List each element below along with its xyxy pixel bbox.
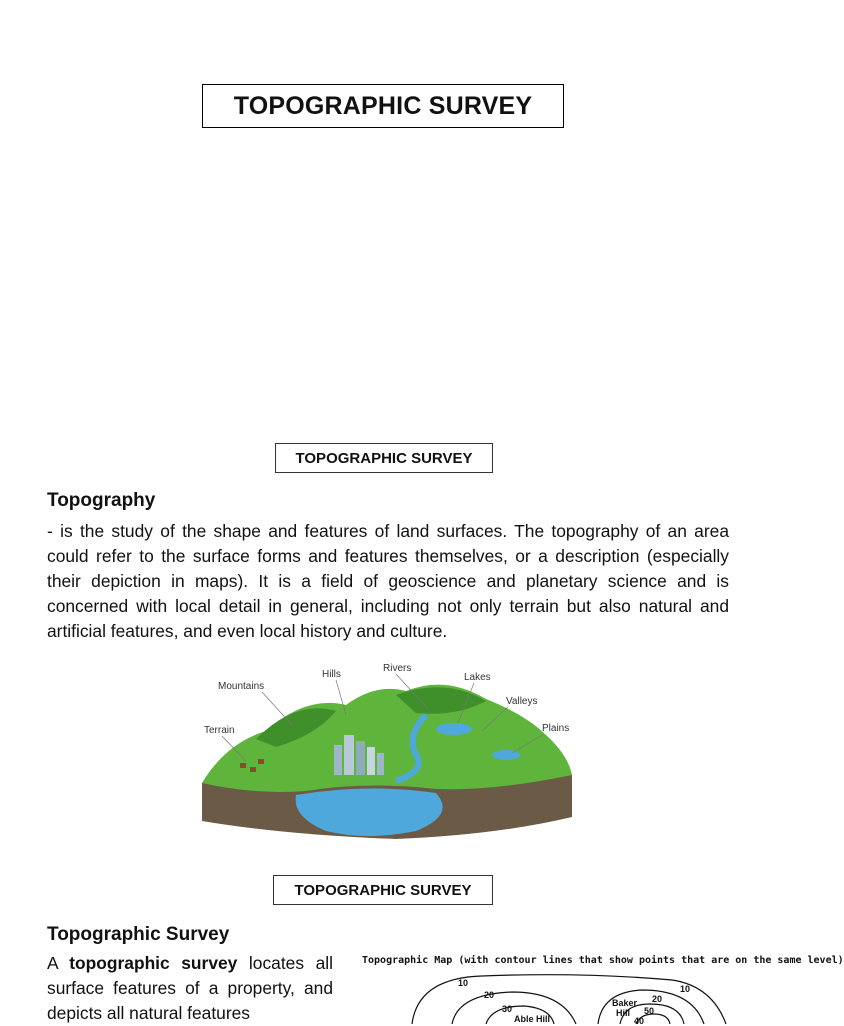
label-hills: Hills: [322, 669, 341, 680]
label-terrain: Terrain: [204, 725, 235, 736]
label-valleys: Valleys: [506, 696, 538, 707]
contour-map: [362, 968, 748, 1024]
survey-paragraph: [47, 951, 333, 1026]
label-hill: Hill: [616, 1008, 631, 1018]
label-rivers: Rivers: [383, 663, 412, 674]
contour-label-10b: 10: [680, 984, 691, 994]
contour-label-10a: 10: [458, 978, 469, 988]
contour-label-20a: 20: [484, 990, 495, 1000]
topography-paragraph: - is the study of the shape and features of land surfaces. The topography of an area could refer to the surface forms and features themselves, or a description (especially their depiction in maps). It is a field of geoscience and planetary science and is concerned with local detail in general, including not only terrain but also natural and artificial features, and even local history and culture.: [47, 521, 729, 641]
para-rest: locates all surface features of a property, and depicts all natural features: [47, 953, 333, 1023]
label-lakes: Lakes: [464, 672, 491, 683]
section-title-topography: TOPOGRAPHIC SURVEY: [275, 443, 493, 473]
contour-label-40: 40: [634, 1016, 645, 1026]
section-title-survey: TOPOGRAPHIC SURVEY: [273, 875, 493, 905]
contour-label-50: 50: [644, 1006, 655, 1016]
slide-title: TOPOGRAPHIC SURVEY: [202, 84, 564, 128]
para-bold-term: topographic survey: [69, 953, 238, 973]
landscape-illustration: [196, 655, 578, 843]
contour-label-20b: 20: [652, 994, 663, 1004]
para-prefix: A: [47, 953, 70, 973]
label-baker: Baker: [612, 998, 638, 1008]
contour-label-30: 30: [502, 1004, 513, 1014]
label-plains: Plains: [542, 723, 570, 734]
label-able-hill: Able Hill: [514, 1014, 551, 1024]
heading-topographic-survey: Topographic Survey: [47, 924, 230, 945]
label-mountains: Mountains: [218, 681, 265, 692]
heading-topography: Topography: [47, 490, 156, 511]
map-caption: Topographic Map (with contour lines that show points that are on the same level): [362, 955, 844, 966]
